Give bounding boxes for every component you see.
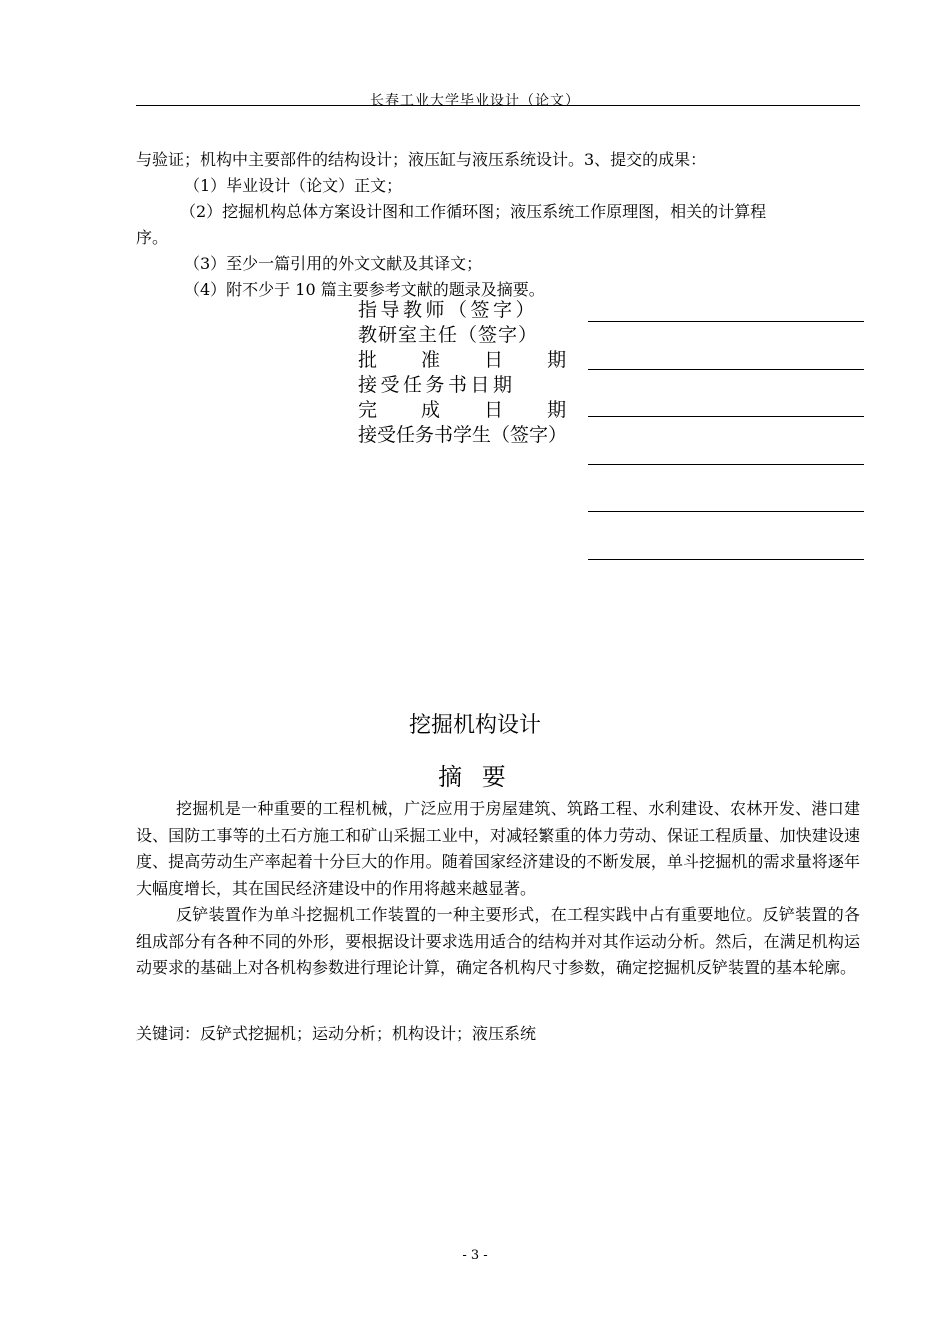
keywords-text: 反铲式挖掘机；运动分析；机构设计；液压系统: [200, 1024, 537, 1043]
task-item-3: （3）至少一篇引用的外文文献及其译文；: [184, 254, 483, 273]
sig-label-receive-date: 接受任务书日期: [358, 374, 516, 396]
abstract-paragraph: 反铲装置作为单斗挖掘机工作装置的一种主要形式，在工程实践中占有重要地位。反铲装置的各组成部分有各种不同的外形，要根据设计要求选用适合的结构并对其作运动分析。然后，在满足机构运动要求的基础上对各机构参数进行理论计算，确定各机构尺寸参数，确定挖掘机反铲装置的基本轮廓。: [136, 905, 860, 977]
sig-label-director: 教研室主任（签字）: [358, 324, 539, 346]
signature-line: [588, 511, 864, 512]
sig-label-advisor: 指导教师（签字）: [358, 299, 539, 321]
header-rule: [136, 105, 860, 106]
keywords-line: [136, 1021, 536, 1047]
abstract-body: [136, 796, 860, 982]
signature-line: [588, 464, 864, 465]
sig-label-approve-date: 批 准 日 期: [358, 349, 581, 371]
task-item-2-cont: 序。: [136, 228, 169, 247]
signature-line: [588, 559, 864, 560]
task-item-4: （4）附不少于 10 篇主要参考文献的题录及摘要。: [184, 280, 545, 299]
abstract-heading: 摘 要: [438, 763, 512, 791]
task-item-1: （1）毕业设计（论文）正文；: [184, 176, 403, 195]
signature-line: [588, 416, 864, 417]
thesis-title: 挖掘机构设计: [408, 713, 541, 738]
task-item-2: （2）挖掘机构总体方案设计图和工作循环图；液压系统工作原理图，相关的计算程: [180, 202, 767, 221]
sig-label-complete-date: 完 成 日 期: [358, 399, 581, 421]
page-header-title: 长春工业大学毕业设计（论文）: [370, 93, 580, 109]
page-number: - 3 -: [462, 1248, 488, 1263]
keywords-label: 关键词：: [136, 1024, 201, 1043]
sig-label-student: 接受任务书学生（签字）: [358, 424, 568, 446]
task-requirements: [136, 147, 860, 303]
abstract-paragraph: 挖掘机是一种重要的工程机械，广泛应用于房屋建筑、筑路工程、水利建设、农林开发、港口建设、国防工事等的土石方施工和矿山采掘工业中，对减轻繁重的体力劳动、保证工程质量、加快建设速度、提高劳动生产率起着十分巨大的作用。随着国家经济建设的不断发展，单斗挖掘机的需求量将逐年大幅度增长，其在国民经济建设中的作用将越来越显著。: [136, 799, 860, 898]
signature-line: [588, 321, 864, 322]
signature-line: [588, 369, 864, 370]
task-line-1: 与验证；机构中主要部件的结构设计；液压缸与液压系统设计。3、提交的成果：: [136, 150, 707, 169]
